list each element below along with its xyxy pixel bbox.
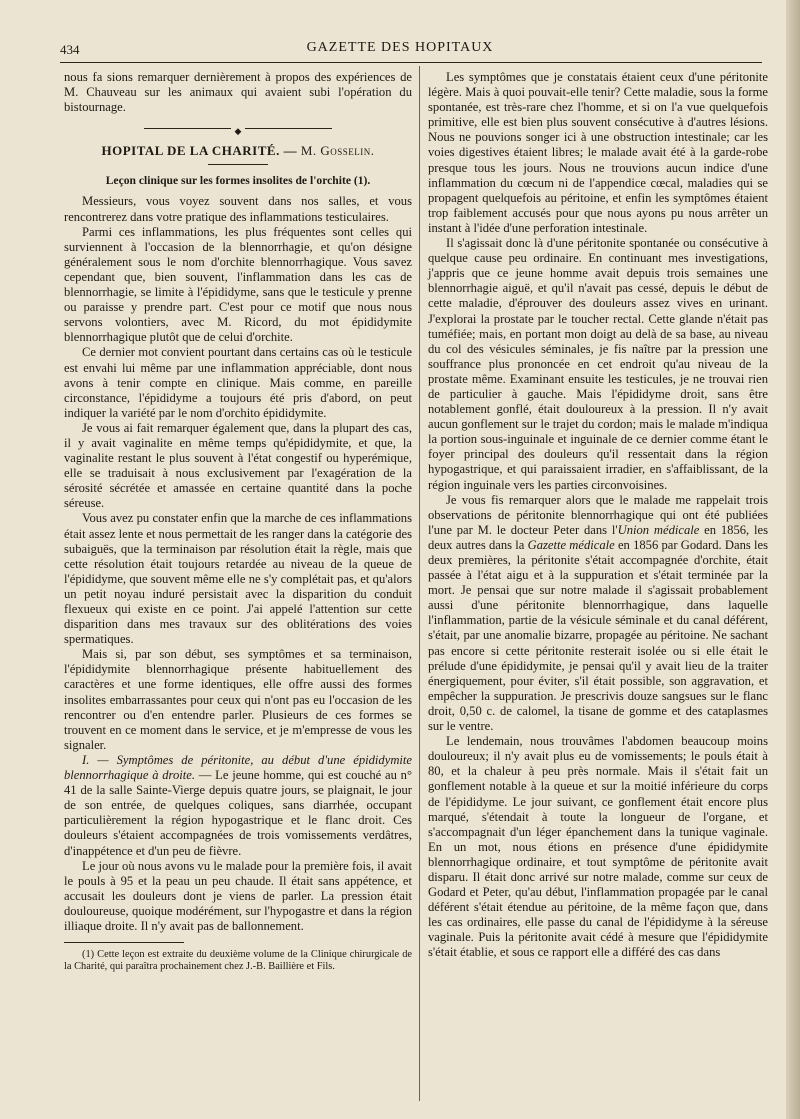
case-heading: I. — Symptômes de péritonite, au début d'une épididymite blennorrhagique à droite. (64, 752, 412, 783)
column-divider (419, 66, 420, 1101)
footnote-rule (64, 942, 184, 943)
journal-title: GAZETTE DES HOPITAUX (306, 40, 494, 55)
paragraph: Il s'agissait donc là d'une péritonite spontanée ou consécutive à quelque cause peu ordinaire. En continuant mes investigations, j'appris que ce jeune homme avait depuis trois semaines une blennorrhagie aiguë, et qu'il n'avait pas cessé, depuis le début de cette maladie, d'éprouver des douleurs assez vives en urinant. J'explorai la prostate par le toucher rectal. Cette glande n'était pas tuméfiée; mais, en portant mon doigt au delà de sa base, au niveau du col des vésicules séminales, je fis naître par la pression une souffrance plus prononcée en cet endroit qu'au niveau de la prostate même. Examinant ensuite les testicules, je ne trouvai rien de particulier à gauche. Mais l'épididyme droit, sans être notablement gonflé, était douloureux à la pression. Il n'y avait aucun gonflement sur le trajet du cordon; mais le malade m'indiqua la portion sous-inguinale et inguinale de ce dernier comme étant le foyer principal des douleurs qu'il ressentait dans la région hypogastrique, et qui paraissaient irradier, en s'affaiblissant, de la région inguinale vers les parties circonvoisines. (428, 236, 768, 492)
header-rule (60, 62, 762, 63)
text-run: en 1856, les deux autres dans la (428, 522, 768, 552)
left-continuation-paragraph: nous fa sions remarquer dernièrement à propos des expériences de M. Chauveau sur les animaux qui avaient subi l'opération du bistournage. (64, 70, 412, 115)
case-paragraph (64, 753, 412, 859)
text-run: Je vous fis remarquer alors que le malade me rappelait trois observations de péritonite blennorrhagique qui ont été publiées l'une par M. le docteur Peter dans l' (428, 492, 768, 537)
hospital-name: HOPITAL DE LA CHARITÉ. — (101, 143, 298, 159)
paragraph: Vous avez pu constater enfin que la marche de ces inflammations était assez lente et nous permettait de les ranger dans la catégorie des subaiguës, que la terminaison par résolution était la règle, mais que cette résolution était toujours retardée au niveau de la queue de l'épididyme, que souvent même elle ne s'y complétait pas, et qu'alors un petit noyau induré persistait avec la disparition du conduit flexueux qui existe en ce point. J'ai appelé l'attention sur cette disparition dans mes travaux sur des oblitérations des voies spermatiques. (64, 511, 412, 647)
hospital-doctor: M. Gosselin. (300, 143, 375, 159)
paragraph: Le lendemain, nous trouvâmes l'abdomen beaucoup moins douloureux; il n'y avait plus eu de vomissements; le pouls était à 80, et la chaleur à peu près normale. Mais il s'était fait un gonflement notable à la queue et sur la moitié inférieure du corps de l'épididyme. Le jour suivant, ce gonflement était encore plus marqué, s'étendait à toute la longueur de l'organe, et s'accompagnait d'un léger épanchement dans la tunique vaginale. En un mot, nous étions en présence d'une épididymite blennorrhagique ordinaire, et tout symptôme de péritonite avait disparu. Il était donc arrivé sur notre malade, comme sur ceux de Godard et Peter, qu'au début, l'inflammation propagée par le canal déférent s'était étendue au péritoine, de la même façon que, dans les cas ordinaires, elle passe du canal de l'épididyme à la séreuse vaginale. Puis la péritonite avait cédé à mesure que l'épididymite s'était établie, et sous ce rapport elle a différé des cas dans (428, 734, 768, 960)
ornament-glyph: ◆ (231, 126, 246, 136)
footnote: (1) Cette leçon est extraite du deuxième volume de la Clinique chirurgicale de la Charité, qui paraîtra prochainement chez J.-B. Baillière et Fils. (64, 949, 412, 973)
page-edge (786, 0, 800, 1119)
hospital-heading (64, 143, 412, 158)
page-number: 434 (60, 42, 80, 57)
paragraph: Je vous ai fait remarquer également que, dans la plupart des cas, il y avait vaginalite en même temps qu'épididymite, et que, la vaginalite restant le plus souvent à l'état congestif ou hyperémique, elle se traduisait à nous exclusivement par l'exagération de la sérosité sécrétée et amassée en certaine quantité dans la poche séreuse. (64, 420, 412, 511)
paragraph: Les symptômes que je constatais étaient ceux d'une péritonite légère. Mais à quoi pouvait-elle tenir? Cette maladie, sous la forme spontanée, est très-rare chez l'homme, et si on l'a vue quelquefois primitive, elle est bien plus souvent consécutive à d'autres lésions. Nous ne pouvions songer ici à une obstruction intestinale; car les voies digestives étaient libres; le malade avait été à la garde-robe presque tous les jours. Nous ne trouvions aucun indice d'une inflammation du cœcum ni de l'appendice cœcal, maladies qui se propagent quelquefois au péritoine, et enfin les symptômes étaient trop faiblement accusés pour que nous ayons pu nous arrêter un instant à l'idée d'une perforation intestinale. (428, 70, 768, 235)
paragraph: Messieurs, vous voyez souvent dans nos salles, et vous rencontrerez dans votre pratique des inflammations testiculaires. (64, 194, 412, 224)
paragraph: Ce dernier mot convient pourtant dans certains cas où le testicule est envahi lui même par une inflammation appréciable, dont nous avons à tenir compte en clinique. Mais comme, en pareille circonstance, l'épididyme a toujours été pris d'abord, on peut indiquer la variété par le nom d'orchito épididymite. (64, 345, 412, 420)
right-column (428, 70, 768, 961)
paragraph: Mais si, par son début, ses symptômes et sa terminaison, l'épididymite blennorrhagique présente habituellement des caractères et une forme identiques, elle offre aussi des formes insolites embarrassantes pour ceux qui n'ont pas eu l'occasion de les rencontrer ou d'en entendre parler. Plusieurs de ces formes se trouvent en ce moment dans le service, et je m'empresse de vous les signaler. (64, 647, 412, 752)
lecture-title: Leçon clinique sur les formes insolites de l'orchite (1). (105, 174, 371, 188)
left-column (64, 70, 412, 974)
heading-rule (208, 164, 268, 165)
citation-paragraph (428, 493, 768, 735)
journal-citation: Union médicale (617, 522, 700, 537)
text-run: en 1856 par Godard. Dans les deux premières, la péritonite s'était accompagnée d'orchite, était passée à l'état aigu et à la suppuration et s'était terminée par la mort. Je pensai que sur notre malade il s'agissait probablement aussi d'une péritonite blennorrhagique, dans laquelle l'inflammation, partie de la vésicule séminale et du canal déférent, s'était, par une anomalie bizarre, propagée au péritoine. Ne sachant pas encore si cette péritonite resterait isolée ou si elle était le prélude d'une épididymite, je pensai qu'il y avait lieu de la traiter énergiquement, pour éviter, s'il était possible, son aggravation, et empêcher la suppuration. Je prescrivis douze sangsues sur le flanc droit, 0,50 c. de calomel, la tisane de gomme et des cataplasmes sur le ventre. (428, 537, 768, 734)
section-ornament (64, 123, 412, 137)
journal-citation: Gazette médicale (527, 537, 615, 552)
paragraph: Parmi ces inflammations, les plus fréquentes sont celles qui surviennent à l'occasion de la blennorrhagie, et qu'on désigne généralement sous le nom d'orchite blennorrhagique. Vous savez cependant que, bien souvent, l'inflammation dans les cas de blennorrhagie, se limite à l'épididyme, sans que le testicule y prenne ou paraisse y prendre part. C'est pour ce motif que nous nous servons volontiers, avec M. Ricord, du mot épididymite blennorrhagique plutôt que de celui d'orchite. (64, 224, 412, 345)
case-text: — Le jeune homme, qui est couché au n° 41 de la salle Sainte-Vierge depuis quatre jours, se plaignait, le jour de son entrée, de quelques coliques, sans diarrhée, occupant particulièrement la région hypogastrique et le flanc droit. Ces douleurs s'étaient accompagnées de trois vomissements verdâtres, d'inappétence et d'un peu de fièvre. (64, 768, 413, 858)
paragraph: Le jour où nous avons vu le malade pour la première fois, il avait le pouls à 95 et la peau un peu chaude. Il était sans appétence, et accusait les douleurs dont je viens de parler. La pression était douloureuse, quoique modérément, sur l'hypogastre et dans la région illiaque droite. Il n'y avait pas de ballonnement. (64, 858, 412, 933)
